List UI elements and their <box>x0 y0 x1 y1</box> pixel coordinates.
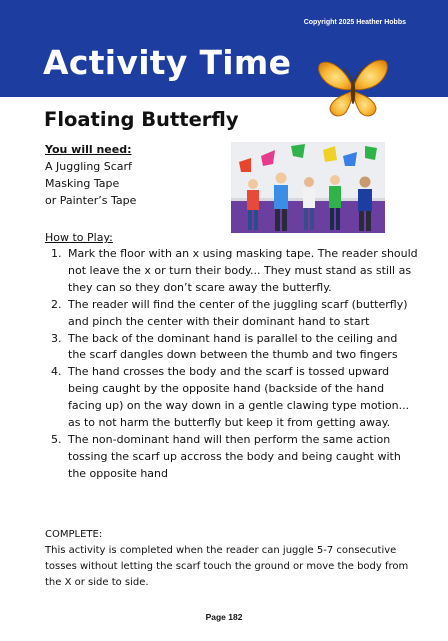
instructions-heading: How to Play: <box>45 231 113 244</box>
step-number: 3. <box>51 331 62 345</box>
instructions-list <box>51 246 418 483</box>
step-number: 2. <box>51 297 62 311</box>
step-number: 5. <box>51 432 62 446</box>
step-number: 4. <box>51 365 62 379</box>
page-number: Page 182 <box>205 612 243 622</box>
activity-title: Floating Butterfly <box>44 108 239 131</box>
copyright-text: Copyright 2025 Heather Hobbs <box>303 19 406 26</box>
instruction-step <box>51 331 418 365</box>
materials-heading: You will need: <box>45 143 132 156</box>
instruction-step <box>51 364 418 432</box>
completion-heading: COMPLETE: <box>45 529 103 540</box>
materials-list <box>45 141 136 209</box>
instruction-step <box>51 246 418 297</box>
instruction-step <box>51 432 418 483</box>
step-text: The reader will find the center of the juggling scarf (butterfly) and pinch the center with their dominant hand to start <box>68 297 408 328</box>
instruction-step <box>51 297 418 331</box>
step-number: 1. <box>51 247 62 260</box>
butterfly-icon <box>316 56 390 122</box>
material-item: A Juggling Scarf <box>45 160 132 173</box>
banner-title: Activity Time <box>43 43 292 82</box>
material-item: or Painter’s Tape <box>45 194 137 207</box>
step-text: The non-dominant hand will then perform the same action tossing the scarf up accross the body and being caught with the opposite hand <box>68 432 401 480</box>
completion-section <box>45 527 425 591</box>
children-juggling-photo <box>231 142 385 233</box>
step-text: Mark the floor with an x using masking tape. The reader should not leave the x or turn their body... They must stand as still as they can so they don’t scare away the butterfly. <box>68 247 418 294</box>
step-text: The hand crosses the body and the scarf is tossed upward being caught by the opposite hand (backside of the hand facing up) on the way down in a gentle clawing type motion... as to not harm the butterfly but keep it from getting away. <box>68 365 410 430</box>
material-item: Masking Tape <box>45 177 120 190</box>
step-text: The back of the dominant hand is parallel to the ceiling and the scarf dangles down between the thumb and two fingers <box>68 331 398 362</box>
completion-text: This activity is completed when the reader can juggle 5-7 consecutive tosses without letting the scarf touch the ground or move the body from the X or side to side. <box>45 545 409 588</box>
